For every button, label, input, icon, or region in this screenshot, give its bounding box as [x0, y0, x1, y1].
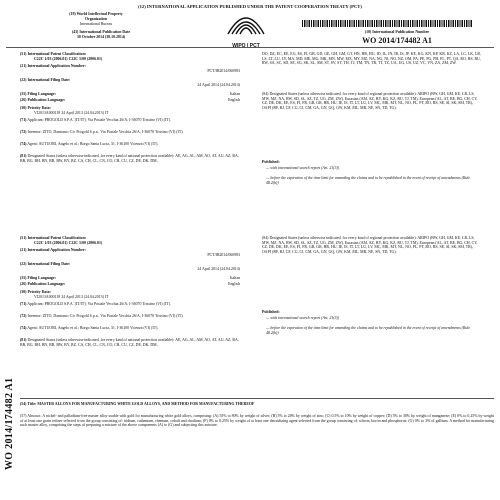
- field-25-b: (25) Filing Language: Italian: [20, 276, 240, 280]
- logo-text: WIPO | PCT: [232, 43, 260, 49]
- pub-number: WO 2014/174482 A1: [362, 36, 432, 45]
- field-51-b: (51) International Patent Classification: C22C 1/03 (2006.01) C22C 5/00 (2006.01): [20, 236, 103, 245]
- barcode: [302, 20, 472, 27]
- field-26-b: (26) Publication Language: English: [20, 282, 240, 286]
- field-25: (25) Filing Language: Italian: [20, 92, 240, 96]
- field-30-b: (30) Priority Data: VI2013A000118 24 April 2013 (24.04.2013) IT: [20, 290, 109, 299]
- field-81: (81) Designated States (unless otherwise indicated, for every kind of national protection available): AE, AG, AL, AM, AO, AT, AU, AZ, BA, BB, BG, BH, BN, BR, BW, BY, BZ, CA, CH, CL, CN, CO, CR, CU, CZ, DE, DK, DM,: [20, 154, 239, 163]
- published-item-1: — with international search report (Art. 21(3)): [266, 166, 340, 170]
- field-72-b: (72) Inventor: ZITO, Damiano; C/o Progold S.p.a., Via Postale Vecchia 26/A, I-36070 Trissino (VI) (IT).: [20, 314, 184, 318]
- side-pub-number: WO 2014/174482 A1: [4, 377, 15, 470]
- published-label-b: Published:: [262, 310, 280, 314]
- field-30: (30) Priority Data: VI2013A000118 24 April 2013 (24.04.2013) IT: [20, 106, 109, 115]
- org-line-1: (19) World Intellectual Property: [69, 12, 123, 16]
- field-72: (72) Inventor: ZITO, Damiano; C/o Progold S.p.a., Via Postale Vecchia 26/A, I-36070 Trissino (VI) (IT).: [20, 130, 184, 134]
- published-item-2: — before the expiration of the time limit for amending the claims and to be republished in the event of receipt of amendments (Rule 48.2(h)): [266, 176, 471, 185]
- org-line-3: International Bureau: [79, 22, 113, 26]
- pub-date-label: (43) International Publication Date: [71, 30, 131, 34]
- pct-header: (12) INTERNATIONAL APPLICATION PUBLISHED UNDER THE PATENT COOPERATION TREATY (PCT): [138, 4, 362, 9]
- title-rule: [20, 398, 494, 399]
- org-line-2: Organization: [84, 17, 108, 21]
- designated-states-81-continued: DO, DZ, EC, EE, EG, ES, FI, GB, GD, GE, GH, GM, GT, HN, HR, HU, ID, IL, IN, IR, IS, JP, KE, KG, KN, KP, KR, KZ, LA, LC, LK, LR, LS, LT, LU, LY, MA, MD, ME, MG, MK, MN, MW, MX, MY, MZ, NA, NG, NI, NO, NZ, OM, PA, PE, PG, PH, PL, PT, QA, RO, RS, RU, RW, SA, SC, SD, SE, SG, SK, SL, SM, ST, SV, SY, TH, TJ, TM, TN, TR, TT, TZ, UA, UG, US, UZ, VC, VN, ZA, ZM, ZW.: [262, 52, 481, 66]
- field-71: (71) Applicant: PROGOLD S.P.A. [IT/IT]; Via Postale Vecchia 26/A, I-36070 Trissino (VI) (IT).: [20, 118, 171, 122]
- field-26: (26) Publication Language: English: [20, 98, 240, 102]
- wipo-logo: [226, 12, 266, 49]
- published-item-1-b: — with international search report (Art. 21(3)): [266, 316, 340, 320]
- pub-date: 30 October 2014 (30.10.2014): [76, 35, 126, 39]
- header-rule: [6, 47, 494, 48]
- abstract-field: (57) Abstract: A nickel- and palladium-free master alloy usable with gold for manufacturing white gold alloys, comprising: (A) 55% to 80% by weight of silver; (B) 5% to 20% by weight of zinc; (C) 0.5% to 10% by weight of copper; (D) 5% to 30% by weight of manganese; (E) 0% to 0.25% by weight of at least one grain refiner selected from the group consisting of: iridium, ruthenium, rhenium, cobalt and rhodium; (F) 0% to 0.25% by weight of at least one deoxidizing agent selected from the group consisting of: silicon, boron and phosphorus; (G) 0% to 3% of gallium. A method for manufacturing such master alloy, comprising the steps of preparing a mixture of the above components (A) to (G) and subjecting this mixture.: [20, 414, 494, 428]
- field-21-b: (21) International Application Number: PCT/IB2014/060983: [20, 248, 240, 257]
- field-74-b: (74) Agent: AUTUORI, Angelo et al.; Borgo Santa Lucia, 31, I-36100 Vicenza (VI) (IT).: [20, 326, 159, 330]
- field-81-b: (81) Designated States (unless otherwise indicated, for every kind of national protection available): AE, AG, AL, AM, AO, AT, AU, AZ, BA, BB, BG, BH, BN, BR, BW, BY, BZ, CA, CH, CL, CN, CO, CR, CU, CZ, DE, DK, DM,: [20, 338, 239, 347]
- field-22: (22) International Filing Date: 24 April 2014 (24.04.2014): [20, 78, 240, 87]
- field-51: (51) International Patent Classification: C22C 1/03 (2006.01) C22C 5/00 (2006.01): [20, 52, 103, 61]
- pub-number-label: (10) International Publication Number: [364, 30, 430, 34]
- wipo-emblem-icon: [226, 12, 266, 38]
- field-71-b: (71) Applicant: PROGOLD S.P.A. [IT/IT]; Via Postale Vecchia 26/A, I-36070 Trissino (VI) (IT).: [20, 302, 171, 306]
- field-21: (21) International Application Number: PCT/IB2014/060983: [20, 64, 240, 73]
- field-74: (74) Agent: AUTUORI, Angelo et al.; Borgo Santa Lucia, 31, I-36100 Vicenza (VI) (IT).: [20, 142, 159, 146]
- field-22-b: (22) International Filing Date: 24 April 2014 (24.04.2014): [20, 262, 240, 271]
- designated-states-84-b: (84) Designated States (unless otherwise indicated, for every kind of regional protection available): ARIPO (BW, GH, GM, KE, LR, LS, MW, MZ, NA, RW, SD, SL, SZ, TZ, UG, ZM, ZW), Eurasian (AM, AZ, BY, KG, KZ, RU, TJ, TM), European (AL, AT, BE, BG, CH, CY, CZ, DE, DK, EE, ES, FI, FR, GB, GR, HR, HU, IE, IS, IT, LT, LU, LV, MC, MK, MT, NL, NO, PL, PT, RO, RS, SE, SI, SK, SM, TR), OAPI (BF, BJ, CF, CG, CI, CM, GA, GN, GQ, GW, KM, ML, MR, NE, SN, TD, TG).: [262, 236, 478, 254]
- published-item-2-b: — before the expiration of the time limit for amending the claims and to be republished in the event of receipt of amendments (Rule 48.2(h)): [266, 326, 471, 335]
- designated-states-84: (84) Designated States (unless otherwise indicated, for every kind of regional protection available): ARIPO (BW, GH, GM, KE, LR, LS, MW, MZ, NA, RW, SD, SL, SZ, TZ, UG, ZM, ZW), Eurasian (AM, AZ, BY, KG, KZ, RU, TJ, TM), European (AL, AT, BE, BG, CH, CY, CZ, DE, DK, EE, ES, FI, FR, GB, GR, HR, HU, IE, IS, IT, LT, LU, LV, MC, MK, MT, NL, NO, PL, PT, RO, RS, SE, SI, SK, SM, TR), OAPI (BF, BJ, CF, CG, CI, CM, GA, GN, GQ, GW, KM, ML, MR, NE, SN, TD, TG).: [262, 92, 478, 110]
- published-label: Published:: [262, 160, 280, 164]
- title-field: (54) Title: MASTER ALLOYS FOR MANUFACTURING WHITE GOLD ALLOYS, AND METHOD FOR MANUFACTURING THEREOF: [20, 402, 255, 406]
